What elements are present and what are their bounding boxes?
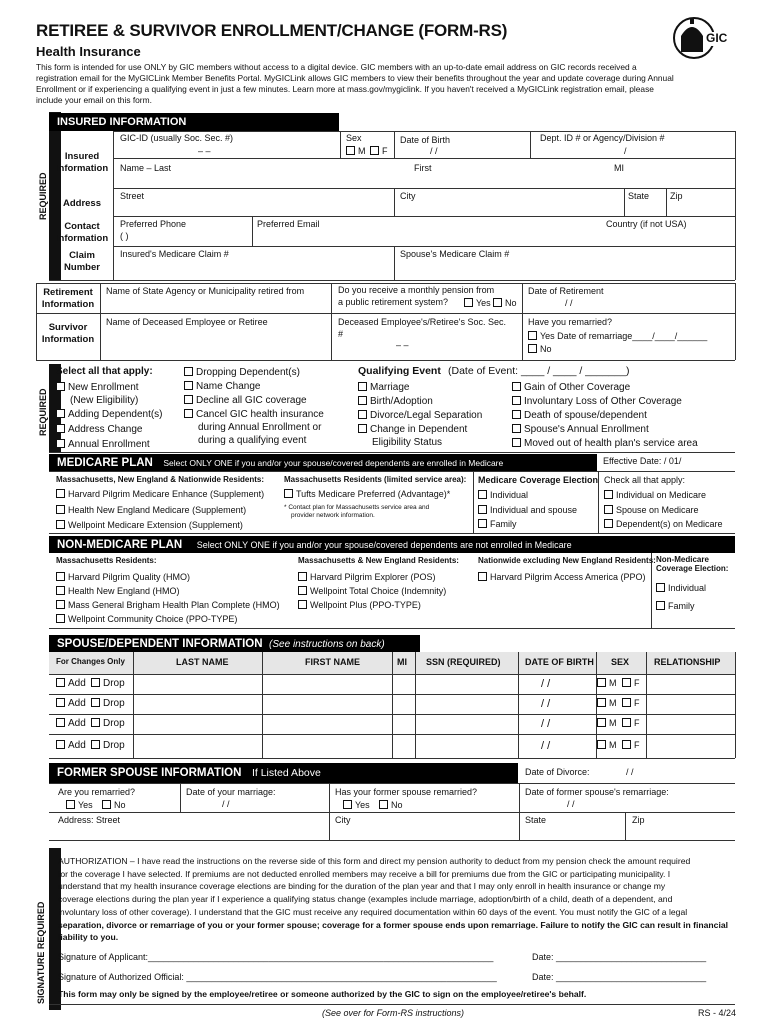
dob-field[interactable]: / / <box>541 678 551 690</box>
col-changes: For Changes Only <box>56 657 125 666</box>
zip-label: Zip <box>670 191 683 201</box>
authorization-text: AUTHORIZATION – I have read the instructions on the reverse side of this form and direct my pension authority to deduct from my pension check the amount required for the coverage I have selected. If premiums are not deducted enrolled members may receive a bill for premiums due from the GIC or participating municipality. I understand that my health insurance coverage elections are binding for the duration of the plan year and that I may only enroll in health insurance or change my coverage elections during the plan year if I experience a qualifying status change (examples include marriage, adoption/birth of a child, death of a dependent, and involuntary loss of other coverage). I understand that the GIC must receive any required documentation within 60 days of the event. You must notify the GIC of a legal separation, divorce or remarriage of you or your former spouse; coverage for a former spouse ends upon remarriage. Failure to notify the GIC can result in financial liability to you. <box>58 856 729 943</box>
cancel-line-3: during a qualifying event <box>198 435 307 446</box>
address-change-checkbox[interactable]: Address Change <box>56 424 143 435</box>
street-label: Street <box>120 191 145 201</box>
event-date-field[interactable]: (Date of Event: ____ / ____ / _______) <box>448 365 630 377</box>
medicare-check-title: Check all that apply: <box>604 475 686 485</box>
annual-enrollment-checkbox[interactable]: Annual Enrollment <box>56 439 150 450</box>
insured-claim-label: Insured's Medicare Claim # <box>120 249 229 259</box>
nonmed-individual-checkbox[interactable]: Individual <box>656 583 706 594</box>
birth-adoption-checkbox[interactable]: Birth/Adoption <box>358 396 433 407</box>
effective-date-field[interactable]: Effective Date: / 01/ <box>603 456 682 466</box>
nonmed-election-title: Non-Medicare Coverage Election: <box>656 555 729 573</box>
row-label-survivor: Survivor Information <box>41 322 95 346</box>
divorce-checkbox[interactable]: Divorce/Legal Separation <box>358 410 482 421</box>
email-label: Preferred Email <box>257 219 320 229</box>
cancel-line-2: during Annual Enrollment or <box>198 422 322 433</box>
phone-field[interactable]: ( ) <box>120 231 129 241</box>
individual-medicare-checkbox[interactable]: Individual on Medicare <box>604 490 706 501</box>
tufts-preferred-checkbox[interactable]: Tufts Medicare Preferred (Advantage)* <box>284 489 450 500</box>
fs-remarriage-date-label: Date of former spouse's remarriage: <box>525 787 669 797</box>
former-spouse-bar: FORMER SPOUSE INFORMATION If Listed Above <box>49 763 518 783</box>
form-revision: RS - 4/24 <box>698 1008 737 1018</box>
new-eligibility-label: (New Eligibility) <box>70 395 139 406</box>
official-date-field[interactable]: Date: ______________________________ <box>532 972 707 982</box>
pension-yes-checkbox[interactable]: Yes <box>464 298 491 309</box>
sex-m-checkbox[interactable]: M <box>597 718 617 729</box>
gain-coverage-checkbox[interactable]: Gain of Other Coverage <box>512 382 630 393</box>
drop-checkbox[interactable]: Drop <box>91 698 125 709</box>
medicare-family-checkbox[interactable]: Family <box>478 519 517 530</box>
remarried-yes-checkbox[interactable]: Yes <box>66 800 93 811</box>
deceased-ssn-label: Deceased Employee's/Retiree's Soc. Sec. <box>338 317 507 327</box>
sex-m-checkbox[interactable]: M <box>597 698 617 709</box>
fs-remarried-label: Has your former spouse remarried? <box>335 787 478 797</box>
fs-no-checkbox[interactable]: No <box>379 800 403 811</box>
dob-label: Date of Birth <box>400 135 451 145</box>
sex-f-checkbox[interactable]: F <box>622 678 640 689</box>
applicant-date-field[interactable]: Date: ______________________________ <box>532 952 707 962</box>
logo-text: GIC <box>706 31 728 45</box>
pension-question: Do you receive a monthly pension from <box>338 285 495 295</box>
add-checkbox[interactable]: Add <box>56 678 86 689</box>
signature-note: This form may only be signed by the employee/retiree or someone authorized by the GIC to sign on the employee/retiree's behalf. <box>58 989 587 999</box>
tufts-note-2: provider network information. <box>291 512 375 519</box>
row-label-claim: Claim Number <box>64 250 100 274</box>
non-medicare-bar: NON-MEDICARE PLAN Select ONLY ONE if you and/or your spouse/covered dependents are not enrolled in Medicare <box>49 536 735 553</box>
gic-id-label: GIC-ID (usually Soc. Sec. #) <box>120 133 234 143</box>
pension-no-checkbox[interactable]: No <box>493 298 517 309</box>
harvard-access-checkbox[interactable]: Harvard Pilgrim Access America (PPO) <box>478 572 646 583</box>
col-relationship: RELATIONSHIP <box>654 657 721 667</box>
adding-dependents-checkbox[interactable]: Adding Dependent(s) <box>56 409 163 420</box>
moved-checkbox[interactable]: Moved out of health plan's service area <box>512 438 698 449</box>
gic-id-field[interactable]: – – <box>198 146 211 156</box>
fs-remarriage-date-field[interactable]: / / <box>567 799 575 809</box>
nonmed-col3-title: Nationwide excluding New England Residents: <box>478 556 656 565</box>
nonmed-col2-title: Massachusetts & New England Residents: <box>298 556 459 565</box>
fs-yes-checkbox[interactable]: Yes <box>343 800 370 811</box>
add-checkbox[interactable]: Add <box>56 740 86 751</box>
hne-medicare-checkbox[interactable]: Health New England Medicare (Supplement) <box>56 505 246 516</box>
gic-logo <box>667 14 727 60</box>
dob-field[interactable]: / / <box>430 146 438 156</box>
page-title: RETIREE & SURVIVOR ENROLLMENT/CHANGE (FORM-RS) <box>36 21 508 40</box>
page-subtitle: Health Insurance <box>36 44 141 59</box>
dependents-medicare-checkbox[interactable]: Dependent(s) on Medicare <box>604 519 723 530</box>
dept-label: Dept. ID # or Agency/Division # <box>540 133 665 143</box>
state-label: State <box>628 191 650 201</box>
medicare-bar: MEDICARE PLAN Select ONLY ONE if you and/or your spouse/covered dependents are enrolled in Medicare <box>49 454 597 471</box>
phone-label: Preferred Phone <box>120 219 187 229</box>
harvard-enhance-checkbox[interactable]: Harvard Pilgrim Medicare Enhance (Supplement) <box>56 489 264 500</box>
marriage-checkbox[interactable]: Marriage <box>358 382 409 393</box>
official-signature-field[interactable]: Signature of Authorized Official: ______________________________________________________________ <box>58 972 497 982</box>
sex-m-checkbox[interactable]: M <box>597 678 617 689</box>
intro-line: Enrollment or if experiencing a qualifying event in just a few minutes. Learn more at mass.gov/mygiclink. If you haven't received a MyGICLink registration email, please <box>36 84 654 94</box>
applicant-signature-field[interactable]: Signature of Applicant:_____________________________________________________________________ <box>58 952 494 962</box>
nonmed-family-checkbox[interactable]: Family <box>656 601 695 612</box>
decline-coverage-checkbox[interactable]: Decline all GIC coverage <box>184 395 307 406</box>
medicare-individual-checkbox[interactable]: Individual <box>478 490 528 501</box>
intro-line: include your email on this form. <box>36 95 152 105</box>
country-label: Country (if not USA) <box>606 219 687 229</box>
divorce-date-field[interactable]: / / <box>626 767 634 777</box>
retirement-date-label: Date of Retirement <box>528 286 604 296</box>
agency-label: Name of State Agency or Municipality retired from <box>106 286 305 296</box>
signature-side-label: SIGNATURE REQUIRED <box>36 901 46 1004</box>
divorce-date-label: Date of Divorce: <box>525 767 590 777</box>
sex-f-checkbox[interactable]: F <box>370 146 388 157</box>
former-state-label: State <box>525 815 547 825</box>
dob-field[interactable]: / / <box>541 718 551 730</box>
row-label-retirement: Retirement Information <box>41 287 95 311</box>
required-side-label: REQUIRED <box>38 172 48 220</box>
dropping-dependents-checkbox[interactable]: Dropping Dependent(s) <box>184 367 300 378</box>
wellpoint-plus-checkbox[interactable]: Wellpoint Plus (PPO-TYPE) <box>298 600 421 611</box>
tufts-note: * Contact plan for Massachusetts service area and <box>284 504 430 511</box>
remarried-no-checkbox[interactable]: No <box>102 800 126 811</box>
sex-f-checkbox[interactable]: F <box>622 718 640 729</box>
intro-line: registration email for the MyGICLink Member Benefits Portal. MyGICLink allows GIC members to view their benefits throughout the year and update coverage during Annual <box>36 73 674 83</box>
harvard-quality-checkbox[interactable]: Harvard Pilgrim Quality (HMO) <box>56 572 190 583</box>
nonmed-col1-title: Massachusetts Residents: <box>56 556 157 565</box>
wellpoint-total-checkbox[interactable]: Wellpoint Total Choice (Indemnity) <box>298 586 446 597</box>
col-ssn: SSN (REQUIRED) <box>426 657 501 667</box>
hne-hmo-checkbox[interactable]: Health New England (HMO) <box>56 586 180 597</box>
former-street-label: Address: Street <box>58 815 121 825</box>
deceased-ssn-field[interactable]: – – <box>396 340 409 350</box>
sex-label: Sex <box>346 133 362 143</box>
required-side-label-2: REQUIRED <box>38 388 48 436</box>
spouse-medicare-checkbox[interactable]: Spouse on Medicare <box>604 505 699 516</box>
medicare-election-title: Medicare Coverage Election <box>478 475 599 485</box>
medicare-col1-title: Massachusetts, New England & Nationwide Residents: <box>56 475 265 484</box>
wellpoint-extension-checkbox[interactable]: Wellpoint Medicare Extension (Supplement) <box>56 520 243 531</box>
cancel-insurance-checkbox[interactable]: Cancel GIC health insurance <box>184 409 324 420</box>
sex-f-checkbox[interactable]: F <box>622 740 640 751</box>
spouse-dependent-bar: SPOUSE/DEPENDENT INFORMATION (See instructions on back) <box>49 635 420 652</box>
col-mi: MI <box>397 657 407 667</box>
dept-field[interactable]: / <box>624 146 627 156</box>
sex-m-checkbox[interactable]: M <box>346 146 366 157</box>
former-zip-label: Zip <box>632 815 645 825</box>
remarried-label: Have you remarried? <box>528 317 613 327</box>
former-city-label: City <box>335 815 351 825</box>
loss-coverage-checkbox[interactable]: Involuntary Loss of Other Coverage <box>512 396 682 407</box>
medicare-ind-spouse-checkbox[interactable]: Individual and spouse <box>478 505 577 516</box>
drop-checkbox[interactable]: Drop <box>91 740 125 751</box>
intro-line: This form is intended for use ONLY by GIC members without access to a digital device. GIC members with an up-to-date email address on GIC records received a <box>36 62 637 72</box>
death-checkbox[interactable]: Death of spouse/dependent <box>512 410 647 421</box>
col-dob: DATE OF BIRTH <box>525 657 594 667</box>
col-last-name: LAST NAME <box>176 657 229 667</box>
see-over-note: (See over for Form-RS instructions) <box>322 1008 465 1018</box>
spouse-enrollment-checkbox[interactable]: Spouse's Annual Enrollment <box>512 424 649 435</box>
wellpoint-community-checkbox[interactable]: Wellpoint Community Choice (PPO-TYPE) <box>56 614 237 625</box>
harvard-explorer-checkbox[interactable]: Harvard Pilgrim Explorer (POS) <box>298 572 436 583</box>
col-sex: SEX <box>611 657 630 667</box>
remarried-yes-checkbox[interactable]: Yes Date of remarriage____/____/______ <box>528 331 707 342</box>
name-last-label: Name – Last <box>120 163 172 173</box>
dependent-status-line-2: Eligibility Status <box>372 437 443 448</box>
dependent-status-checkbox[interactable]: Change in Dependent <box>358 424 467 435</box>
city-label: City <box>400 191 416 201</box>
row-label-insured: Insured Information <box>55 151 109 175</box>
dob-field[interactable]: / / <box>541 698 551 710</box>
first-label: First <box>414 163 432 173</box>
pension-question-2: a public retirement system? <box>338 297 449 307</box>
mgb-complete-checkbox[interactable]: Mass General Brigham Health Plan Complete (HMO) <box>56 600 280 611</box>
qualifying-event-title: Qualifying Event <box>358 365 441 377</box>
are-you-remarried-label: Are you remarried? <box>58 787 136 797</box>
row-label-address: Address <box>62 198 101 209</box>
sex-m-checkbox[interactable]: M <box>597 740 617 751</box>
deceased-ssn-hash: # <box>338 329 344 339</box>
name-change-checkbox[interactable]: Name Change <box>184 381 260 392</box>
deceased-name-label: Name of Deceased Employee or Retiree <box>106 317 268 327</box>
new-enrollment-checkbox[interactable]: New Enrollment <box>56 382 139 393</box>
add-checkbox[interactable]: Add <box>56 698 86 709</box>
remarried-no-checkbox[interactable]: No <box>528 344 552 355</box>
sex-f-checkbox[interactable]: F <box>622 698 640 709</box>
add-checkbox[interactable]: Add <box>56 718 86 729</box>
select-all-title: Select all that apply: <box>56 366 153 377</box>
retirement-date-field[interactable]: / / <box>565 298 573 308</box>
spouse-claim-label: Spouse's Medicare Claim # <box>400 249 510 259</box>
date-of-marriage-field[interactable]: / / <box>222 799 230 809</box>
mi-label: MI <box>614 163 624 173</box>
dob-field[interactable]: / / <box>541 740 551 752</box>
medicare-col2-title: Massachusetts Residents (limited service area): <box>284 475 467 484</box>
drop-checkbox[interactable]: Drop <box>91 718 125 729</box>
col-first-name: FIRST NAME <box>305 657 360 667</box>
drop-checkbox[interactable]: Drop <box>91 678 125 689</box>
row-label-contact: Contact Information <box>55 221 109 245</box>
date-of-marriage-label: Date of your marriage: <box>186 787 276 797</box>
insured-bar: INSURED INFORMATION <box>49 113 339 131</box>
